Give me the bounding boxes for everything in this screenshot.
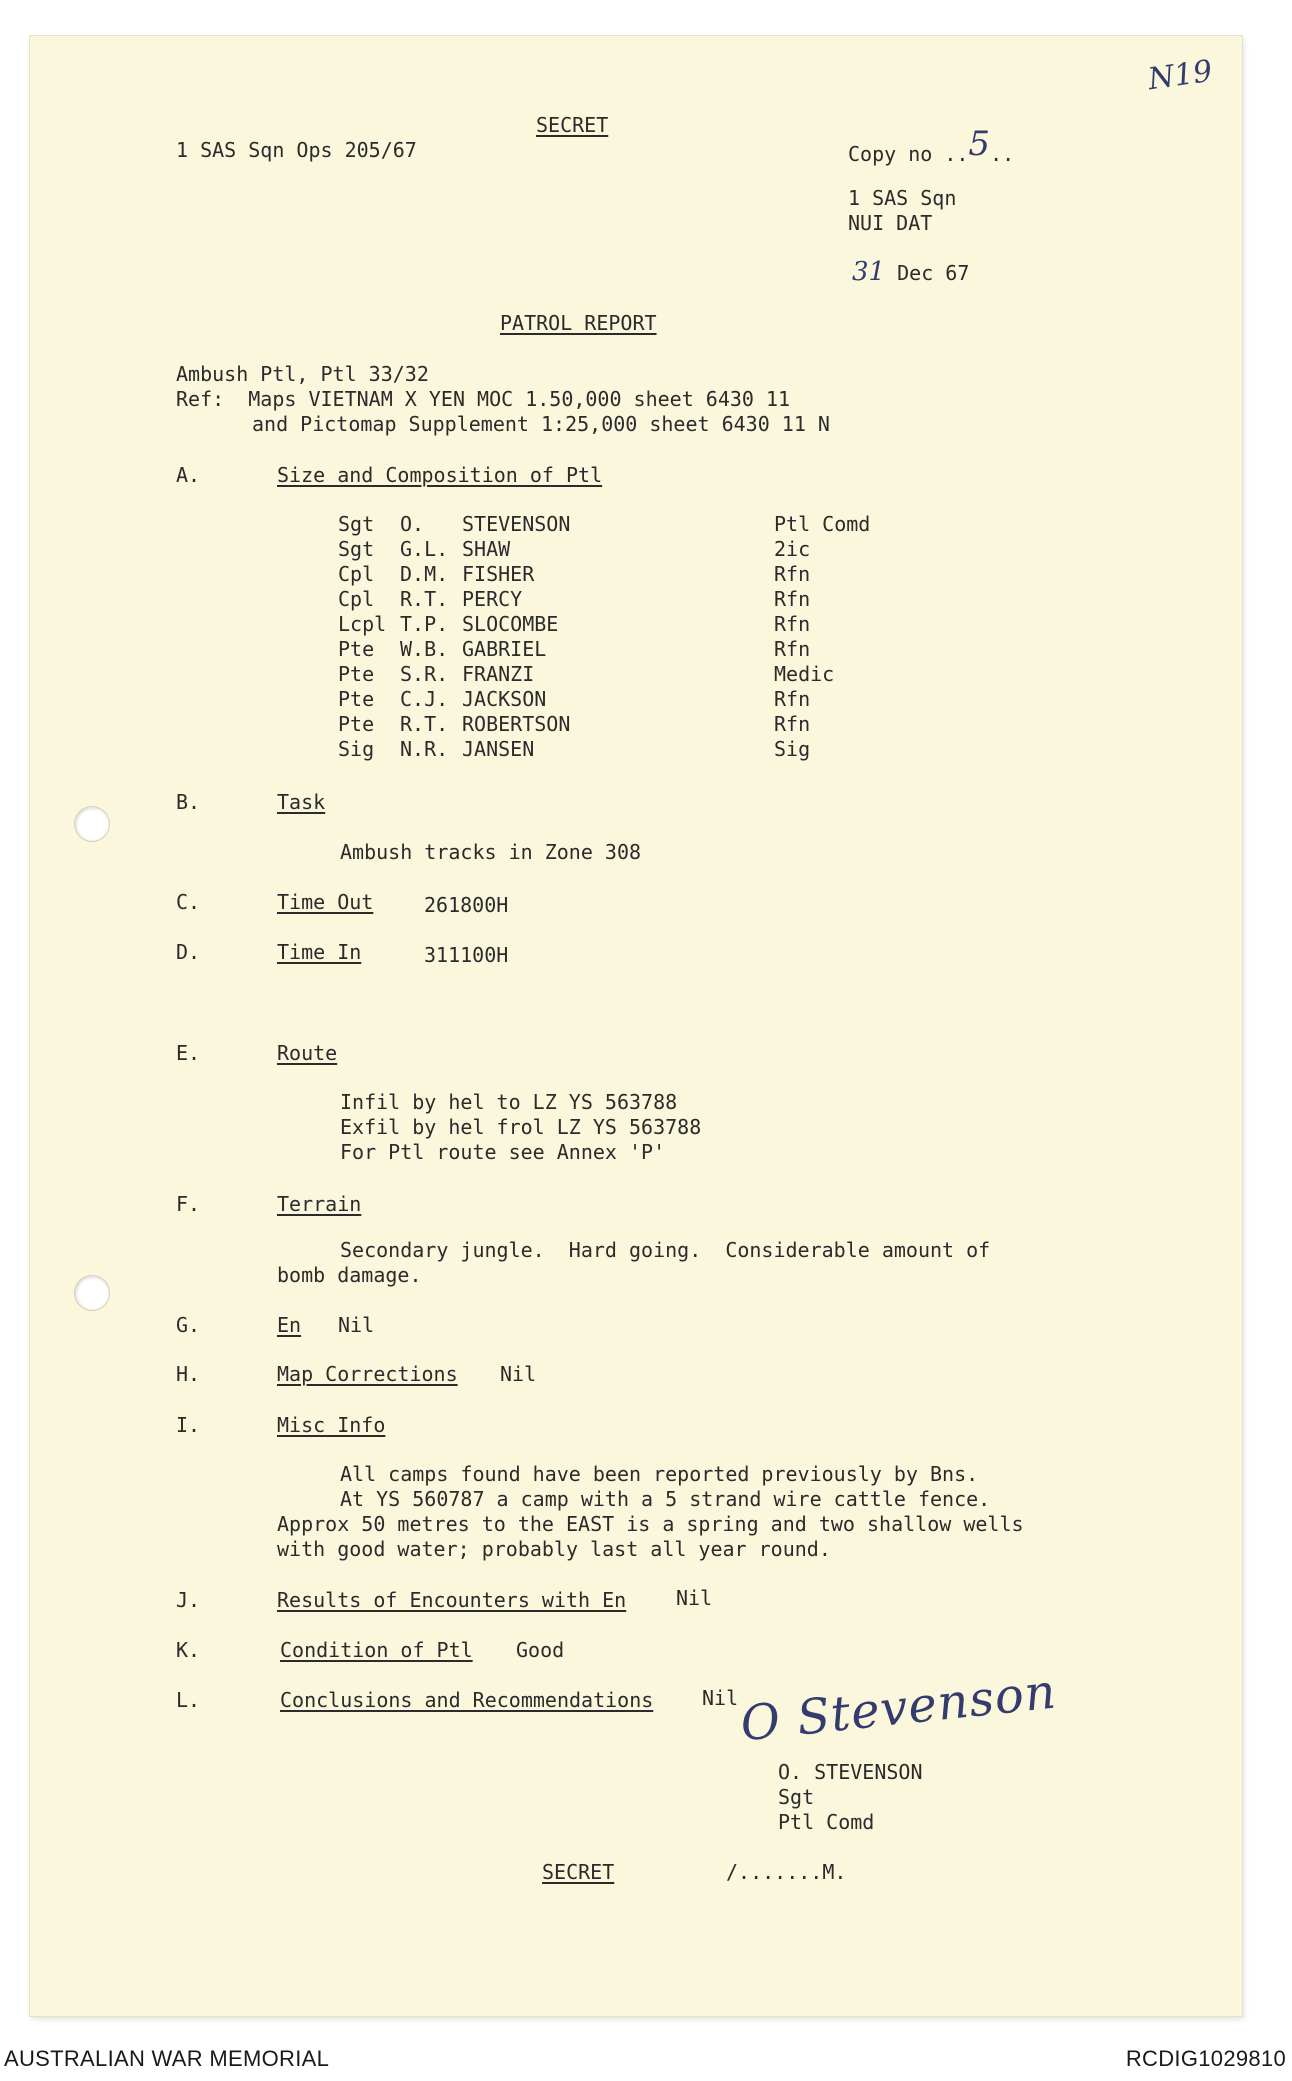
roster-row [0,512,1292,537]
roster-role: Ptl Comd [774,512,871,536]
roster-name: FISHER [462,562,535,586]
time-in-value: 311100H [424,943,509,967]
section-c-heading: Time Out [277,890,374,914]
page-mark: N19 [1145,53,1215,98]
map-corrections-value: Nil [500,1362,537,1386]
roster-init: T.P. [400,612,449,636]
punch-hole-bottom [74,1275,110,1311]
roster-init: R.T. [400,587,449,611]
section-e-heading: Route [277,1041,338,1065]
roster-role: Rfn [774,637,811,661]
roster-role: Rfn [774,712,811,736]
map-reference-2: and Pictomap Supplement 1:25,000 sheet 6430 11 N [252,412,830,436]
signatory-role: Ptl Comd [778,1810,875,1834]
roster-init: D.M. [400,562,449,586]
map-reference-1: Ref: Maps VIETNAM X YEN MOC 1.50,000 sheet 6430 11 [176,387,791,411]
roster-init: R.T. [400,712,449,736]
section-j-heading: Results of Encounters with En [277,1588,627,1612]
terrain-line-1: Secondary jungle. Hard going. Considerable amount of [340,1238,991,1262]
archive-credit: AUSTRALIAN WAR MEMORIAL [4,2046,330,2071]
roster-name: JACKSON [462,687,547,711]
roster-name: SHAW [462,537,511,561]
section-d-heading: Time In [277,940,362,964]
roster-rank: Sgt [338,512,375,536]
roster-name: ROBERTSON [462,712,571,736]
classification-bottom: SECRET [542,1860,615,1884]
roster-role: Rfn [774,587,811,611]
roster-init: G.L. [400,537,449,561]
roster-row [0,662,1292,687]
roster-rank: Pte [338,637,375,661]
section-a-heading: Size and Composition of Ptl [277,463,603,487]
section-b-letter: B. [176,790,201,814]
section-f-heading: Terrain [277,1192,362,1216]
punch-hole-top [74,806,110,842]
roster-role: 2ic [774,537,811,561]
misc-info-line-1: All camps found have been reported previously by Bns. [340,1462,979,1486]
roster-row [0,537,1292,562]
roster-name: STEVENSON [462,512,571,536]
task-text: Ambush tracks in Zone 308 [340,840,642,864]
section-j-letter: J. [176,1588,201,1612]
report-date-day: 31 [852,257,886,287]
section-k-letter: K. [176,1638,201,1662]
roster-init: S.R. [400,662,449,686]
roster-row [0,562,1292,587]
roster-name: PERCY [462,587,523,611]
copy-number: 5 [968,124,991,164]
copy-number-label: Copy no ..5.. [848,124,1015,166]
roster-role: Sig [774,737,811,761]
section-h-letter: H. [176,1362,201,1386]
roster-init: N.R. [400,737,449,761]
unit-name: 1 SAS Sqn [848,186,957,210]
roster-row [0,612,1292,637]
roster-row [0,687,1292,712]
unit-location: NUI DAT [848,211,933,235]
section-c-letter: C. [176,890,201,914]
roster-rank: Cpl [338,562,375,586]
ops-reference: 1 SAS Sqn Ops 205/67 [176,138,417,162]
section-e-letter: E. [176,1041,201,1065]
roster-init: O. [400,512,425,536]
roster-role: Rfn [774,562,811,586]
roster-init: C.J. [400,687,449,711]
roster-row [0,637,1292,662]
conclusions-value: Nil [702,1686,739,1710]
section-l-heading: Conclusions and Recommendations [280,1688,654,1712]
section-i-letter: I. [176,1413,201,1437]
section-g-letter: G. [176,1313,201,1337]
roster-name: JANSEN [462,737,535,761]
section-f-letter: F. [176,1192,201,1216]
section-k-heading: Condition of Ptl [280,1638,473,1662]
misc-info-line-3: Approx 50 metres to the EAST is a spring and two shallow wells [277,1512,1024,1536]
misc-info-line-2: At YS 560787 a camp with a 5 strand wire cattle fence. [340,1487,991,1511]
patrol-name: Ambush Ptl, Ptl 33/32 [176,362,429,386]
section-a-letter: A. [176,463,201,487]
roster-name: SLOCOMBE [462,612,559,636]
section-g-heading: En [277,1313,302,1337]
condition-value: Good [516,1638,565,1662]
page-continuation: /.......M. [726,1860,847,1884]
signatory-name: O. STEVENSON [778,1760,923,1784]
roster-rank: Sig [338,737,375,761]
report-date: 31 Dec 67 [852,257,970,287]
section-h-heading: Map Corrections [277,1362,458,1386]
encounters-value: Nil [676,1586,713,1610]
section-l-letter: L. [176,1688,201,1712]
handwritten-signature: O Stevenson [737,1663,1060,1753]
roster-row [0,712,1292,737]
misc-info-line-4: with good water; probably last all year round. [277,1537,831,1561]
roster-row [0,587,1292,612]
roster-rank: Lcpl [338,612,387,636]
route-annex: For Ptl route see Annex 'P' [340,1140,666,1164]
roster-rank: Pte [338,662,375,686]
route-infil: Infil by hel to LZ YS 563788 [340,1090,678,1114]
roster-role: Rfn [774,612,811,636]
archive-id: RCDIG1029810 [1125,2046,1286,2071]
section-b-heading: Task [277,790,326,814]
time-out-value: 261800H [424,893,509,917]
roster-role: Medic [774,662,835,686]
terrain-line-2: bomb damage. [277,1263,422,1287]
signatory-rank: Sgt [778,1785,815,1809]
roster-rank: Sgt [338,537,375,561]
enemy-value: Nil [338,1313,375,1337]
section-d-letter: D. [176,940,201,964]
roster-name: GABRIEL [462,637,547,661]
patrol-roster [0,512,1292,767]
section-i-heading: Misc Info [277,1413,386,1437]
roster-role: Rfn [774,687,811,711]
roster-init: W.B. [400,637,449,661]
roster-row [0,737,1292,762]
route-exfil: Exfil by hel frol LZ YS 563788 [340,1115,702,1139]
roster-rank: Cpl [338,587,375,611]
roster-name: FRANZI [462,662,535,686]
roster-rank: Pte [338,712,375,736]
classification-top: SECRET [536,113,609,137]
report-title: PATROL REPORT [500,311,657,335]
roster-rank: Pte [338,687,375,711]
